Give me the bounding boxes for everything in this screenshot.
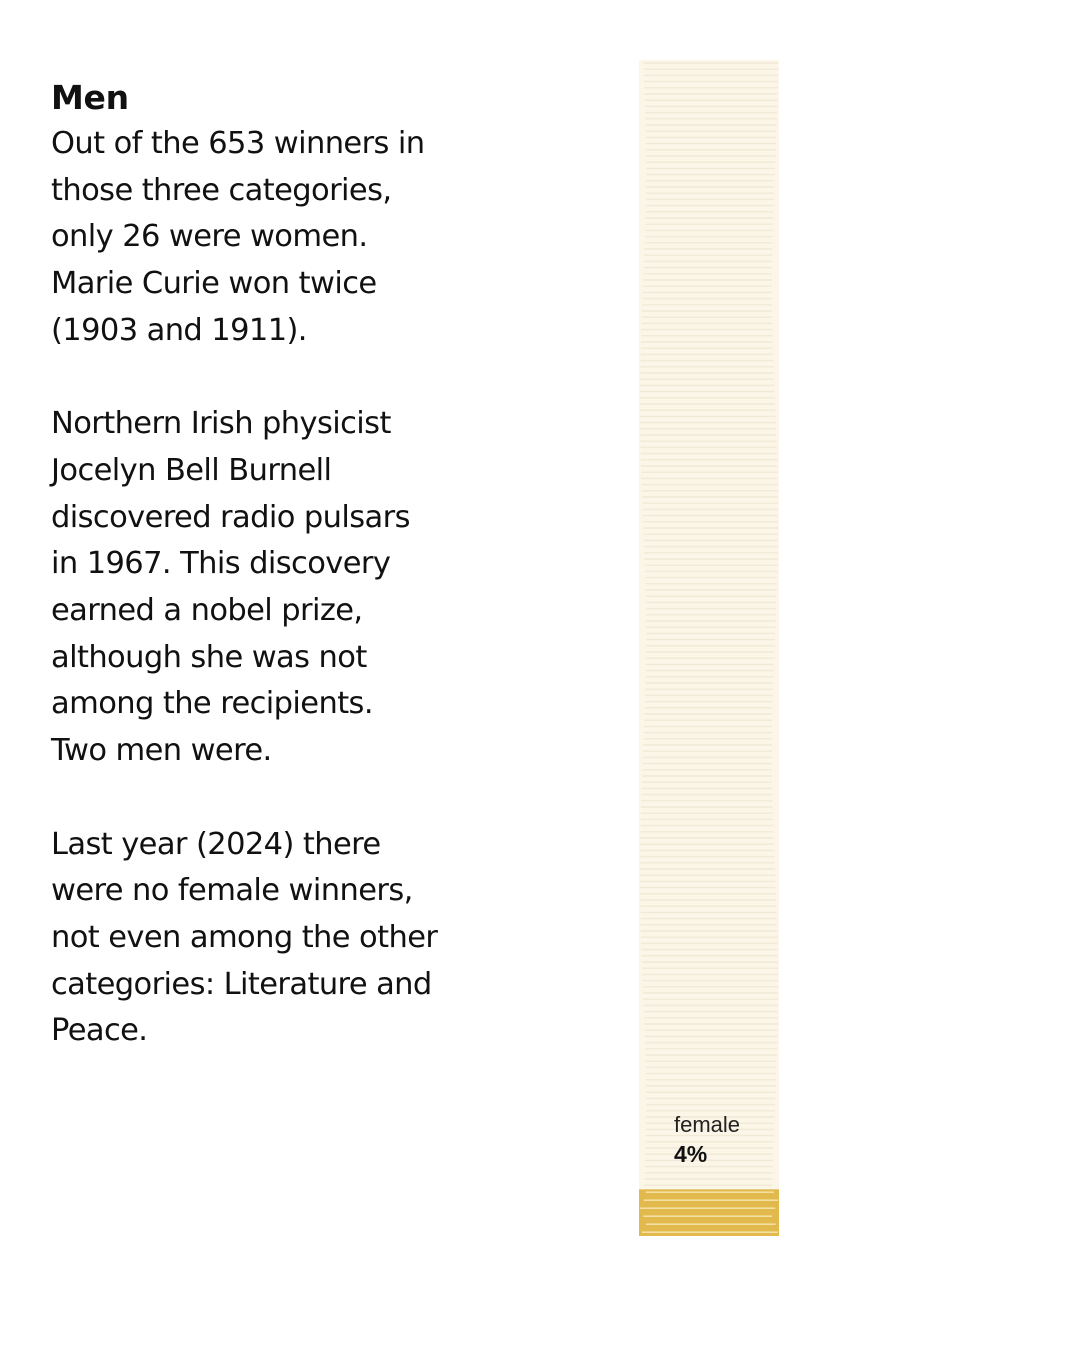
female-label-percent: 4% (674, 1141, 708, 1167)
heading: Men (51, 78, 129, 117)
text-column (51, 75, 521, 1102)
bar-segment-female (639, 1189, 779, 1236)
bar-segment-rect (639, 60, 779, 1189)
paragraph-3: Last year (2024) there were no female winners, not even among the other categories: Literature and Peace. (51, 826, 438, 1049)
stacked-bar-svg (639, 60, 779, 1236)
bar-segment-male (639, 60, 779, 1189)
female-segment-label (674, 1111, 740, 1169)
female-label-name: female (674, 1112, 741, 1137)
bar-segment-rect (639, 1189, 779, 1236)
paragraph-2: Northern Irish physicist Jocelyn Bell Burnell discovered radio pulsars in 1967. This discovery earned a nobel prize, although she was not among the recipients. Two men were. (51, 406, 410, 769)
stacked-bar-chart (639, 60, 779, 1236)
paragraph-1: Out of the 653 winners in those three categories, only 26 were women. Marie Curie won twice (1903 and 1911). (51, 126, 425, 348)
